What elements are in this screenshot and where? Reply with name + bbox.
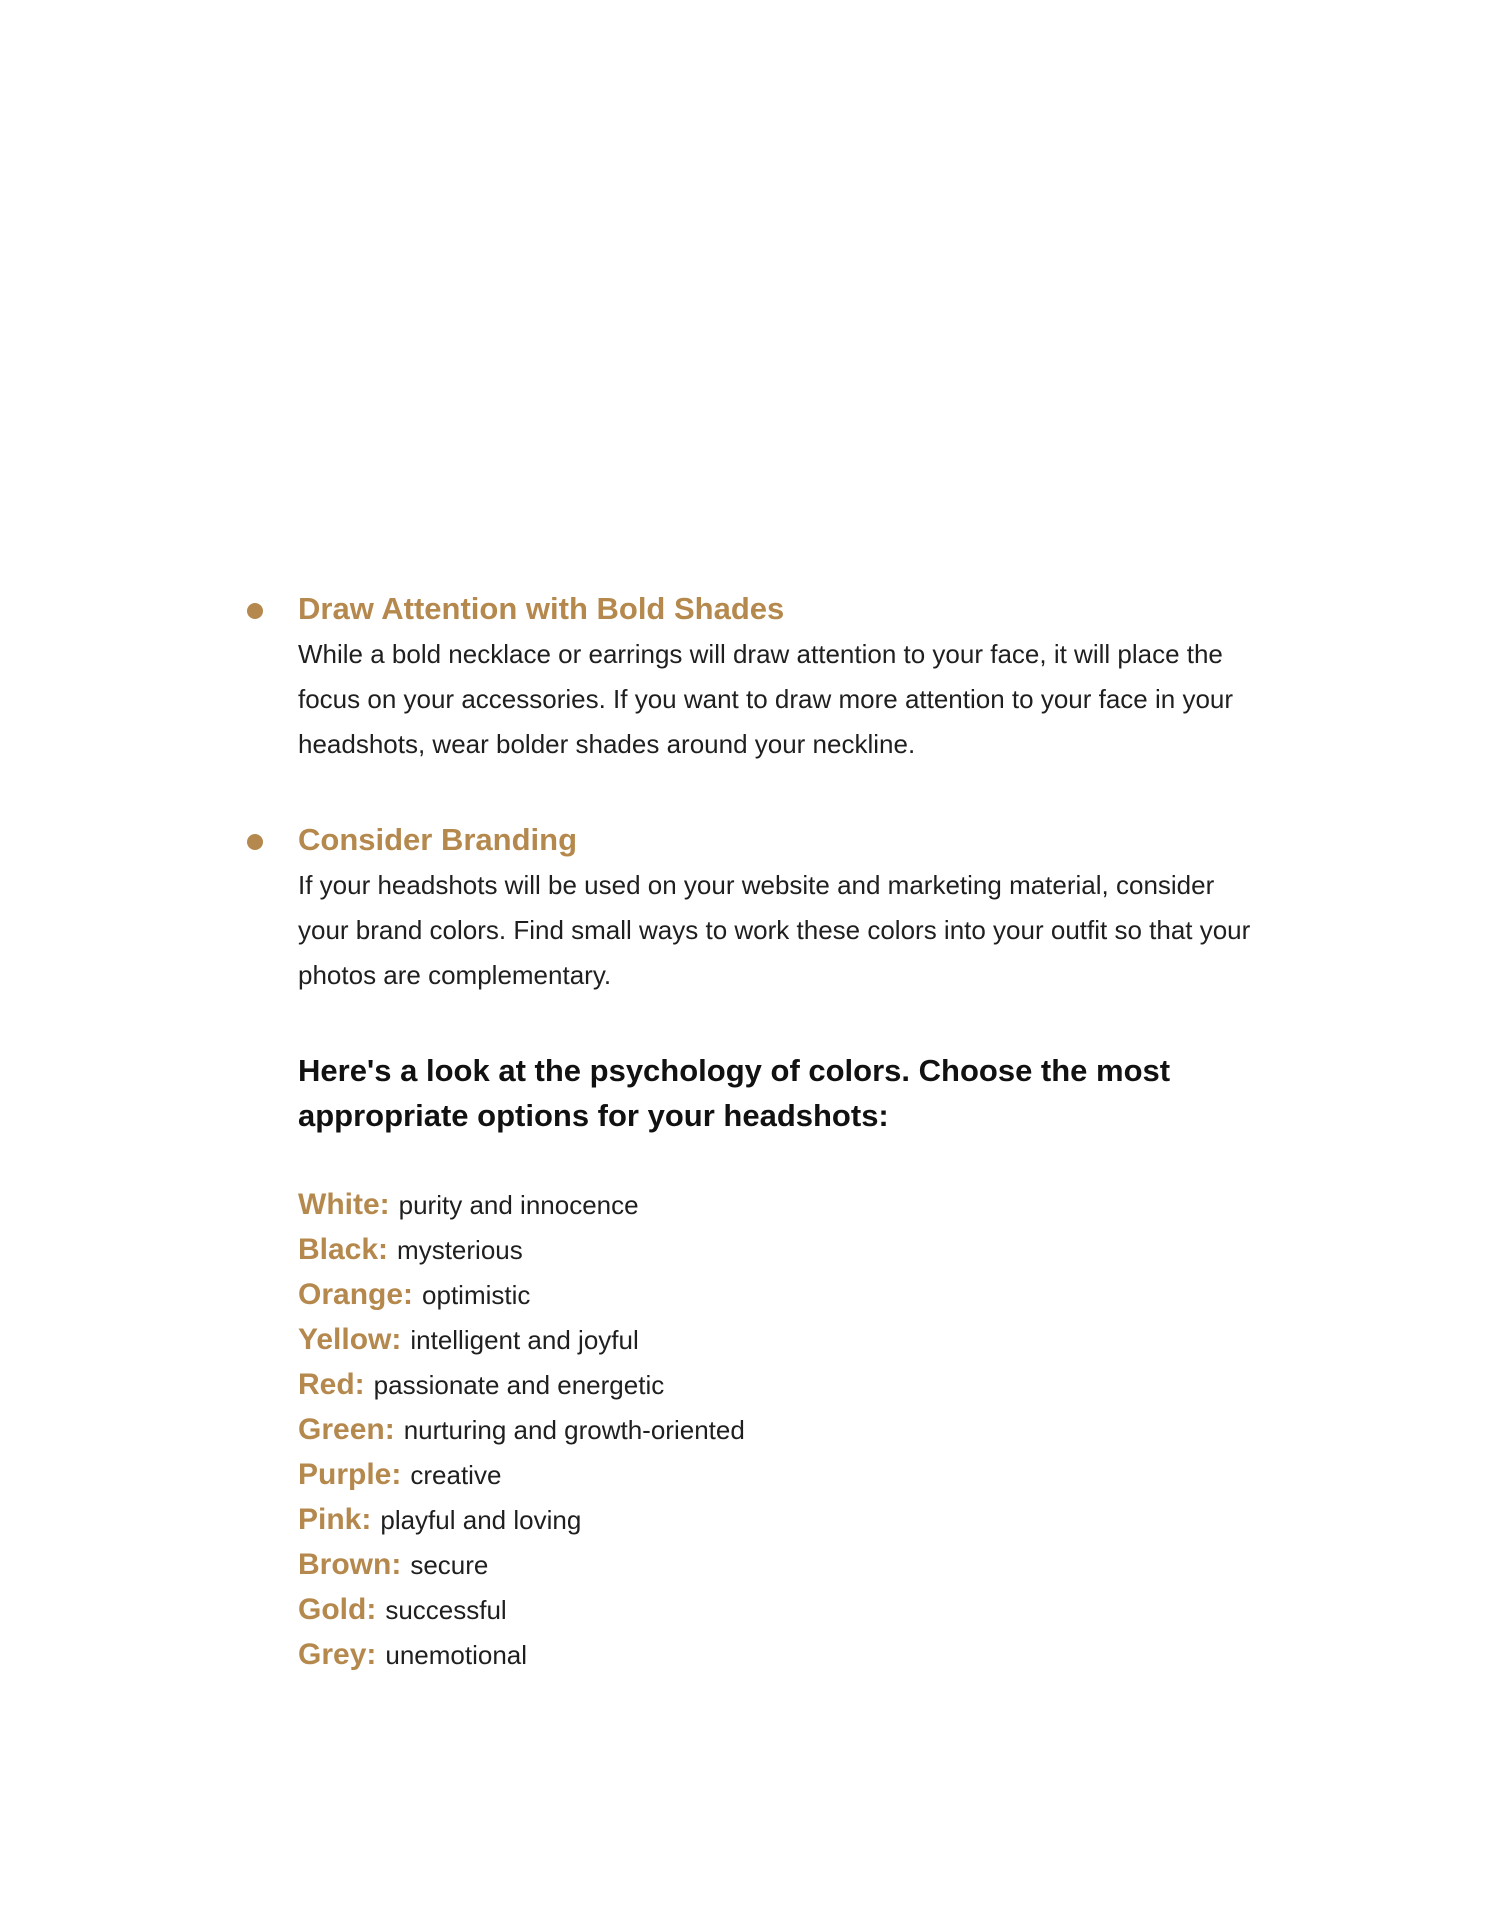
bullet-dot-icon [247,834,263,850]
color-name: Red: [298,1368,365,1401]
color-meaning-item [298,1407,1258,1452]
bullet-section-branding [298,817,1258,998]
section-body: While a bold necklace or earrings will draw attention to your face, it will place the focus on your accessories. If you want to draw more attention to your face in your headshots, wear bolder shades around your neckline. [298,639,1234,759]
section-body: If your headshots will be used on your website and marketing material, consider your brand colors. Find small ways to work these colors into your outfit so that your photos are complementary. [298,870,1251,990]
page-content [298,586,1258,1677]
color-name: Grey: [298,1638,377,1671]
color-meaning-item [298,1587,1258,1632]
color-meaning-item [298,1272,1258,1317]
section-heading: Consider Branding [298,822,578,857]
color-name: White: [298,1188,390,1221]
color-meaning-item [298,1227,1258,1272]
section-heading: Draw Attention with Bold Shades [298,591,785,626]
color-meaning: secure [410,1550,489,1580]
bullet-section-bold-shades [298,586,1258,767]
color-meaning: playful and loving [380,1505,582,1535]
color-meaning-item [298,1317,1258,1362]
color-meaning-item [298,1182,1258,1227]
color-meaning: successful [385,1595,507,1625]
color-meaning: purity and innocence [398,1190,639,1220]
color-psychology-intro: Here's a look at the psychology of colors. Choose the most appropriate options for your headshots: [298,1053,1171,1133]
color-meaning: intelligent and joyful [410,1325,639,1355]
color-meaning-item [298,1542,1258,1587]
color-meaning-item [298,1632,1258,1677]
color-name: Brown: [298,1548,402,1581]
color-meaning: creative [410,1460,502,1490]
color-meaning-item [298,1497,1258,1542]
color-name: Purple: [298,1458,402,1491]
bullet-dot-icon [247,603,263,619]
color-meaning: nurturing and growth-oriented [403,1415,745,1445]
color-name: Black: [298,1233,389,1266]
color-meaning: optimistic [422,1280,531,1310]
color-meaning: unemotional [385,1640,528,1670]
color-name: Orange: [298,1278,414,1311]
color-name: Yellow: [298,1323,402,1356]
color-name: Pink: [298,1503,372,1536]
color-name: Green: [298,1413,395,1446]
color-meaning-item [298,1452,1258,1497]
color-meaning-item [298,1362,1258,1407]
color-meaning-list [298,1182,1258,1677]
color-meaning: mysterious [397,1235,523,1265]
color-meaning: passionate and energetic [373,1370,665,1400]
color-name: Gold: [298,1593,377,1626]
